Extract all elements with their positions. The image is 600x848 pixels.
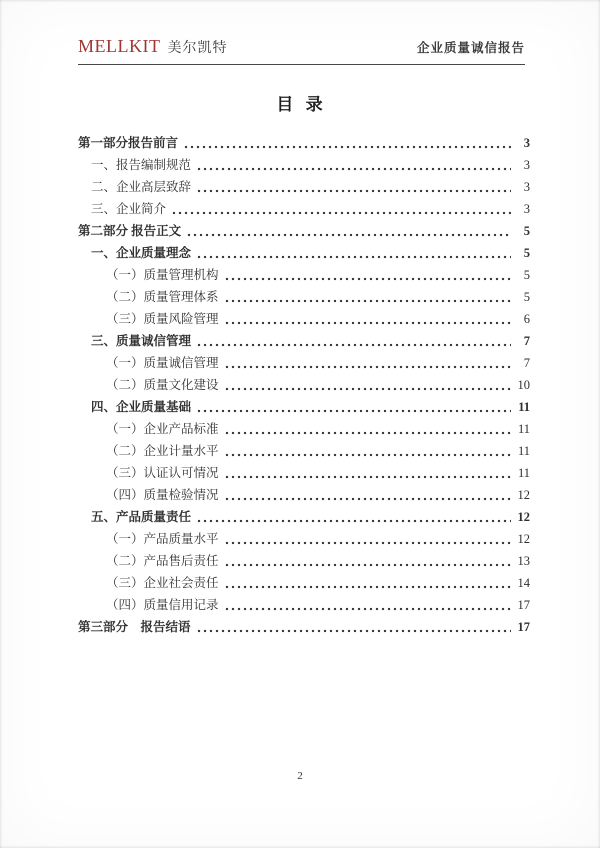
dot-leader xyxy=(171,198,511,220)
toc-entry-label: 第三部分 报告结语 xyxy=(78,620,191,634)
dot-leader xyxy=(196,330,511,352)
dot-leader xyxy=(186,220,511,242)
toc-entry-label: 第二部分 报告正文 xyxy=(78,224,182,238)
toc-entry-page: 12 xyxy=(517,510,530,524)
toc-entry-page: 12 xyxy=(517,532,530,546)
toc-entry-label: 一、报告编制规范 xyxy=(91,158,192,172)
toc-entry[interactable] xyxy=(78,176,530,198)
toc-entry-page: 14 xyxy=(517,576,530,590)
dot-leader xyxy=(224,418,511,440)
toc-entry-label: （三）企业社会责任 xyxy=(106,576,219,590)
toc-entry-page: 11 xyxy=(517,466,530,480)
toc-entry-page: 13 xyxy=(517,554,530,568)
toc-entry[interactable] xyxy=(78,572,530,594)
dot-leader xyxy=(224,528,511,550)
toc-entry[interactable] xyxy=(78,440,530,462)
dot-leader xyxy=(196,506,511,528)
toc-entry-label: （二）质量文化建设 xyxy=(106,378,219,392)
dot-leader xyxy=(196,616,511,638)
toc-entry-label: 三、质量诚信管理 xyxy=(91,334,192,348)
toc-entry-label: （四）质量检验情况 xyxy=(106,488,219,502)
toc-entry-page: 5 xyxy=(523,246,530,260)
dot-leader xyxy=(224,550,511,572)
toc-entry[interactable] xyxy=(78,330,530,352)
dot-leader xyxy=(224,572,511,594)
toc-entry[interactable] xyxy=(78,308,530,330)
toc-entry-page: 11 xyxy=(517,422,530,436)
dot-leader xyxy=(224,594,511,616)
dot-leader xyxy=(224,374,511,396)
header-report-title: 企业质量诚信报告 xyxy=(416,41,525,55)
footer-page-number: 2 xyxy=(297,770,303,782)
toc-entry[interactable] xyxy=(78,506,530,528)
dot-leader xyxy=(224,462,511,484)
toc-entry[interactable] xyxy=(78,132,530,154)
toc-entry-label: （一）产品质量水平 xyxy=(106,532,219,546)
toc-entry[interactable] xyxy=(78,264,530,286)
dot-leader xyxy=(196,396,511,418)
toc-entry-label: （二）产品售后责任 xyxy=(106,554,219,568)
toc-entry-page: 17 xyxy=(517,598,530,612)
toc-entry-label: 一、企业质量理念 xyxy=(91,246,192,260)
dot-leader xyxy=(196,176,511,198)
toc-entry[interactable] xyxy=(78,374,530,396)
toc-entry-page: 3 xyxy=(523,136,530,150)
toc-list xyxy=(78,132,530,638)
dot-leader xyxy=(183,132,511,154)
toc-entry[interactable] xyxy=(78,616,530,638)
toc-entry-page: 10 xyxy=(517,378,530,392)
toc-entry[interactable] xyxy=(78,242,530,264)
toc-entry-label: （四）质量信用记录 xyxy=(106,598,219,612)
dot-leader xyxy=(224,264,511,286)
toc-entry[interactable] xyxy=(78,484,530,506)
logo-wordmark: MELLKIT xyxy=(78,36,161,56)
toc-entry[interactable] xyxy=(78,418,530,440)
toc-title: 目 录 xyxy=(276,95,324,114)
toc-entry-label: （三）质量风险管理 xyxy=(106,312,219,326)
toc-entry[interactable] xyxy=(78,286,530,308)
toc-entry-label: （二）企业计量水平 xyxy=(106,444,219,458)
toc-entry[interactable] xyxy=(78,352,530,374)
toc-entry-page: 7 xyxy=(523,356,530,370)
toc-entry-page: 7 xyxy=(523,334,530,348)
toc-entry-label: 第一部分报告前言 xyxy=(78,136,179,150)
toc-entry-page: 6 xyxy=(523,312,530,326)
dot-leader xyxy=(224,286,511,308)
toc-entry-page: 11 xyxy=(517,444,530,458)
toc-entry-page: 3 xyxy=(523,202,530,216)
dot-leader xyxy=(196,242,511,264)
dot-leader xyxy=(224,308,511,330)
toc-entry-page: 12 xyxy=(517,488,530,502)
toc-entry-page: 5 xyxy=(523,290,530,304)
toc-entry-page: 17 xyxy=(517,620,530,634)
toc-entry[interactable] xyxy=(78,154,530,176)
toc-entry-label: （二）质量管理体系 xyxy=(106,290,219,304)
toc-entry-page: 5 xyxy=(523,224,530,238)
dot-leader xyxy=(224,440,511,462)
toc-entry[interactable] xyxy=(78,594,530,616)
toc-entry[interactable] xyxy=(78,220,530,242)
toc-entry-label: 四、企业质量基础 xyxy=(91,400,192,414)
toc-entry-label: （一）质量诚信管理 xyxy=(106,356,219,370)
toc-entry[interactable] xyxy=(78,198,530,220)
toc-entry[interactable] xyxy=(78,462,530,484)
company-logo xyxy=(78,36,227,57)
dot-leader xyxy=(224,484,511,506)
toc-entry-page: 3 xyxy=(523,180,530,194)
toc-entry-page: 5 xyxy=(523,268,530,282)
toc-entry-page: 11 xyxy=(518,400,530,414)
dot-leader xyxy=(224,352,511,374)
toc-entry-label: （三）认证认可情况 xyxy=(106,466,219,480)
toc-entry-label: 五、产品质量责任 xyxy=(91,510,192,524)
toc-entry-label: 三、企业简介 xyxy=(91,202,167,216)
toc-entry-page: 3 xyxy=(523,158,530,172)
toc-entry-label: 二、企业高层致辞 xyxy=(91,180,192,194)
toc-entry-label: （一）质量管理机构 xyxy=(106,268,219,282)
logo-chinese-name: 美尔凯特 xyxy=(167,41,228,56)
toc-entry[interactable] xyxy=(78,550,530,572)
toc-entry[interactable] xyxy=(78,396,530,418)
dot-leader xyxy=(196,154,511,176)
toc-entry[interactable] xyxy=(78,528,530,550)
toc-entry-label: （一）企业产品标准 xyxy=(106,422,219,436)
page-header xyxy=(78,36,525,65)
